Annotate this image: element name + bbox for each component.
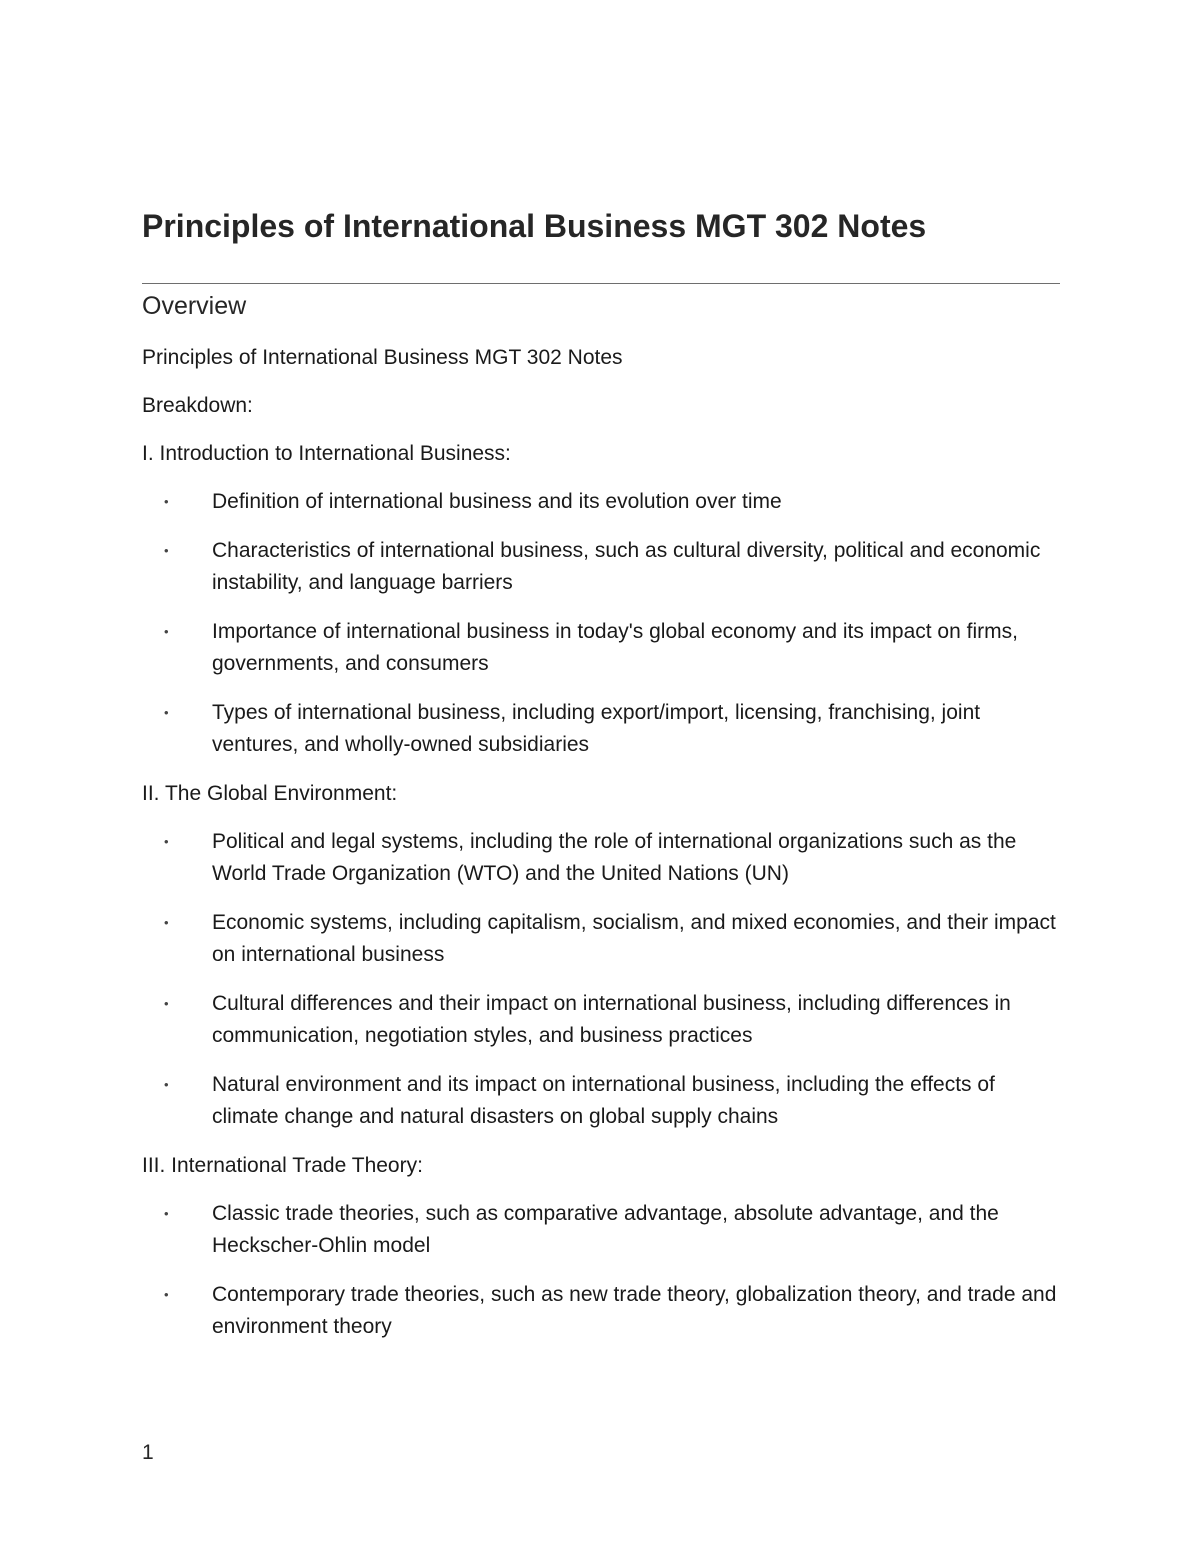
list-item-text: Cultural differences and their impact on international business, including differences in communication, negotiation styles, and business practices — [212, 992, 1011, 1047]
list-item — [142, 1279, 1060, 1343]
list-item — [142, 535, 1060, 599]
overview-heading: Overview — [142, 292, 247, 320]
section-heading-2: II. The Global Environment: — [142, 782, 398, 805]
list-item — [142, 988, 1060, 1052]
bullet-icon: • — [164, 996, 169, 1011]
bullet-list-1 — [142, 486, 1060, 761]
document-body — [142, 342, 1060, 1360]
section-heading-3: III. International Trade Theory: — [142, 1154, 423, 1177]
list-item — [142, 826, 1060, 890]
bullet-icon: • — [164, 1206, 169, 1221]
list-item-text: Types of international business, including export/import, licensing, franchising, joint ventures, and wholly-owned subsidiaries — [212, 701, 981, 756]
bullet-icon: • — [164, 915, 169, 930]
page-title: Principles of International Business MGT 302 Notes — [142, 208, 927, 244]
list-item-text: Political and legal systems, including the role of international organizations such as the World Trade Organization (WTO) and the United Nations (UN) — [212, 830, 1017, 885]
list-item — [142, 907, 1060, 971]
list-item-text: Natural environment and its impact on international business, including the effects of climate change and natural disasters on global supply chains — [212, 1073, 995, 1128]
list-item — [142, 486, 1060, 518]
list-item-text: Economic systems, including capitalism, socialism, and mixed economies, and their impact on international business — [212, 911, 1056, 966]
list-item — [142, 697, 1060, 761]
intro-line: Principles of International Business MGT 302 Notes — [142, 346, 623, 369]
bullet-icon: • — [164, 624, 169, 639]
bullet-icon: • — [164, 543, 169, 558]
list-item-text: Characteristics of international business, such as cultural diversity, political and economic instability, and language barriers — [212, 539, 1041, 594]
document-page — [142, 0, 1060, 1553]
bullet-icon: • — [164, 1077, 169, 1092]
list-item-text: Classic trade theories, such as comparative advantage, absolute advantage, and the Heckscher-Ohlin model — [212, 1202, 999, 1257]
list-item — [142, 1069, 1060, 1133]
list-item-text: Importance of international business in today's global economy and its impact on firms, governments, and consumers — [212, 620, 1018, 675]
breakdown-label: Breakdown: — [142, 394, 253, 417]
list-item — [142, 1198, 1060, 1262]
bullet-icon: • — [164, 494, 169, 509]
page-number: 1 — [142, 1441, 154, 1464]
section-heading-1: I. Introduction to International Business: — [142, 442, 511, 465]
list-item — [142, 616, 1060, 680]
title-divider — [142, 283, 1060, 284]
bullet-icon: • — [164, 705, 169, 720]
list-item-text: Contemporary trade theories, such as new trade theory, globalization theory, and trade and environment theory — [212, 1283, 1057, 1338]
bullet-list-2 — [142, 826, 1060, 1133]
bullet-icon: • — [164, 1287, 169, 1302]
bullet-list-3 — [142, 1198, 1060, 1343]
list-item-text: Definition of international business and its evolution over time — [212, 490, 782, 513]
bullet-icon: • — [164, 834, 169, 849]
